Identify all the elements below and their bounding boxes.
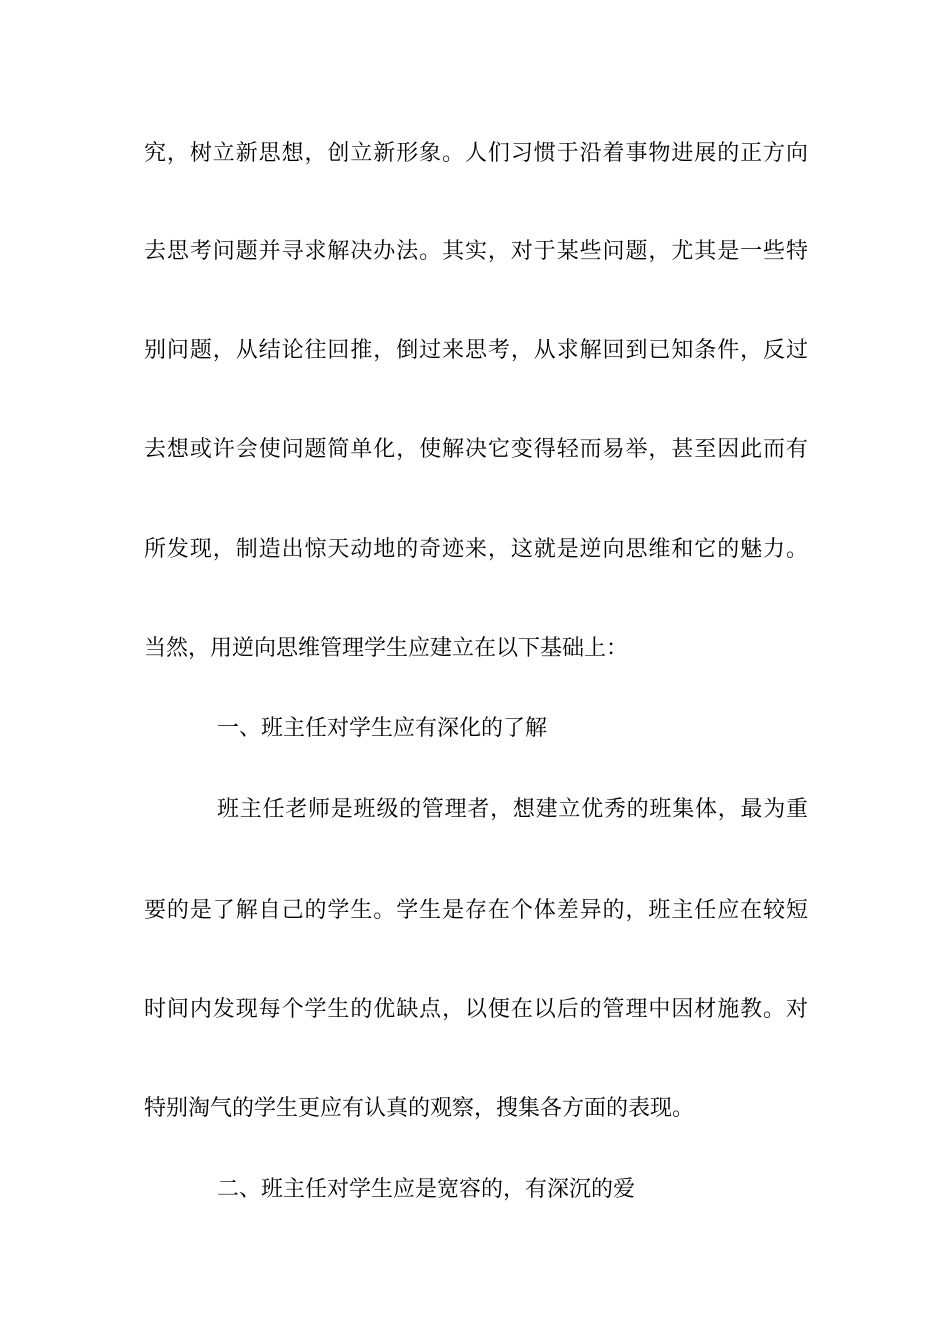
body-text-line-2: 去思考问题并寻求解决办法。其实，对于某些问题，尤其是一些特 bbox=[144, 239, 808, 264]
body-text-line-1: 究，树立新思想，创立新形象。人们习惯于沿着事物进展的正方向 bbox=[144, 141, 808, 166]
body-text-line-6: 要的是了解自己的学生。学生是存在个体差异的，班主任应在较短 bbox=[144, 898, 808, 923]
body-text-line-4: 去想或许会使问题简单化，使解决它变得轻而易举，甚至因此而有 bbox=[144, 437, 808, 462]
intro-sentence: 当然，用逆向思维管理学生应建立在以下基础上： bbox=[144, 636, 629, 661]
body-text-line-8: 特别淘气的学生更应有认真的观察，搜集各方面的表现。 bbox=[144, 1096, 695, 1121]
body-text-line-5: 所发现，制造出惊天动地的奇迹来，这就是逆向思维和它的魅力。 bbox=[144, 537, 808, 562]
section-heading-2: 二、班主任对学生应是宽容的，有深沉的爱 bbox=[217, 1177, 636, 1202]
body-text-line-3: 别问题，从结论往回推，倒过来思考，从求解回到已知条件，反过 bbox=[144, 338, 808, 363]
paragraph-start-line: 班主任老师是班级的管理者，想建立优秀的班集体，最为重 bbox=[217, 797, 808, 822]
body-text-line-7: 时间内发现每个学生的优缺点，以便在以后的管理中因材施教。对 bbox=[144, 997, 808, 1022]
section-heading-1: 一、班主任对学生应有深化的了解 bbox=[217, 716, 548, 741]
